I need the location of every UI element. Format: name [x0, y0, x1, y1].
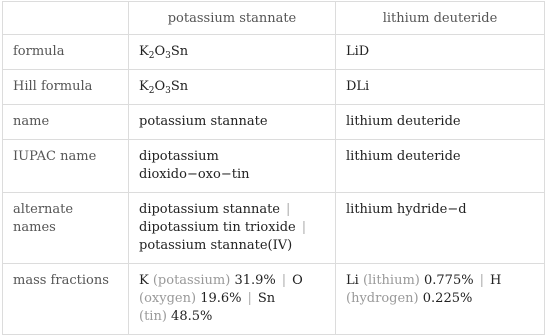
- element-symbol: Sn: [257, 291, 276, 306]
- formula-subscript: 3: [165, 51, 171, 61]
- mass-fraction-value: 31.9%: [234, 273, 276, 288]
- hill-formula-potassium-stannate: [129, 70, 336, 105]
- alternate-name: dipotassium stannate: [139, 202, 280, 217]
- table-header-row: [3, 2, 545, 35]
- formula-subscript: 2: [148, 86, 155, 96]
- iupac-line: dipotassium: [139, 149, 219, 164]
- mass-fraction-value: 0.225%: [422, 291, 473, 306]
- alternate-names-lithium-deuteride: lithium hydride−d: [336, 193, 545, 264]
- formula-part: K: [139, 79, 149, 94]
- name-lithium-deuteride: lithium deuteride: [336, 105, 545, 140]
- element-symbol: H: [489, 273, 502, 288]
- row-label-alternate-names: alternate names: [3, 193, 129, 264]
- element-name: (potassium): [152, 273, 231, 288]
- mass-fractions-potassium-stannate: [129, 264, 336, 335]
- table-row-name: [3, 105, 545, 140]
- iupac-name-potassium-stannate: [129, 140, 336, 193]
- formula-potassium-stannate: [129, 35, 336, 70]
- formula-part: Sn: [170, 44, 189, 59]
- separator: |: [479, 273, 484, 288]
- row-label-name: name: [3, 105, 129, 140]
- element-symbol: O: [292, 273, 303, 288]
- element-symbol: K: [139, 273, 149, 288]
- table-row-formula: [3, 35, 545, 70]
- separator: |: [247, 291, 252, 306]
- formula-part: Sn: [170, 79, 189, 94]
- name-potassium-stannate: potassium stannate: [129, 105, 336, 140]
- mass-fraction-value: 0.775%: [424, 273, 474, 288]
- row-label-hill-formula: Hill formula: [3, 70, 129, 105]
- alternate-name: potassium stannate(IV): [139, 238, 293, 253]
- table-row-alternate-names: [3, 193, 545, 264]
- formula-subscript: 3: [165, 86, 171, 96]
- column-header-lithium-deuteride: lithium deuteride: [336, 2, 545, 35]
- table-row-iupac-name: [3, 140, 545, 193]
- column-header-potassium-stannate: potassium stannate: [129, 2, 336, 35]
- header-empty-cell: [3, 2, 129, 35]
- element-name: (oxygen): [139, 291, 197, 306]
- table-row-mass-fractions: [3, 264, 545, 335]
- mass-fractions-lithium-deuteride: [336, 264, 545, 335]
- mass-fraction-value: 19.6%: [200, 291, 242, 306]
- alternate-name: dipotassium tin trioxide: [139, 220, 296, 235]
- formula-part: O: [154, 44, 166, 59]
- alternate-names-potassium-stannate: [129, 193, 336, 264]
- separator: |: [286, 202, 291, 217]
- element-name: (lithium): [362, 273, 420, 288]
- row-label-mass-fractions: mass fractions: [3, 264, 129, 335]
- separator: |: [281, 273, 287, 288]
- formula-lithium-deuteride: LiD: [336, 35, 545, 70]
- element-symbol: Li: [346, 273, 359, 288]
- table-row-hill-formula: [3, 70, 545, 105]
- formula-part: K: [139, 44, 149, 59]
- element-name: (tin): [139, 309, 167, 324]
- formula-subscript: 2: [148, 51, 155, 61]
- iupac-line: dioxido−oxo−tin: [139, 167, 250, 182]
- element-name: (hydrogen): [346, 291, 419, 306]
- row-label-iupac-name: IUPAC name: [3, 140, 129, 193]
- formula-part: O: [154, 79, 166, 94]
- mass-fraction-value: 48.5%: [171, 309, 213, 324]
- separator: |: [301, 220, 307, 235]
- iupac-name-lithium-deuteride: lithium deuteride: [336, 140, 545, 193]
- hill-formula-lithium-deuteride: DLi: [336, 70, 545, 105]
- row-label-formula: formula: [3, 35, 129, 70]
- compound-comparison-table: [2, 1, 545, 335]
